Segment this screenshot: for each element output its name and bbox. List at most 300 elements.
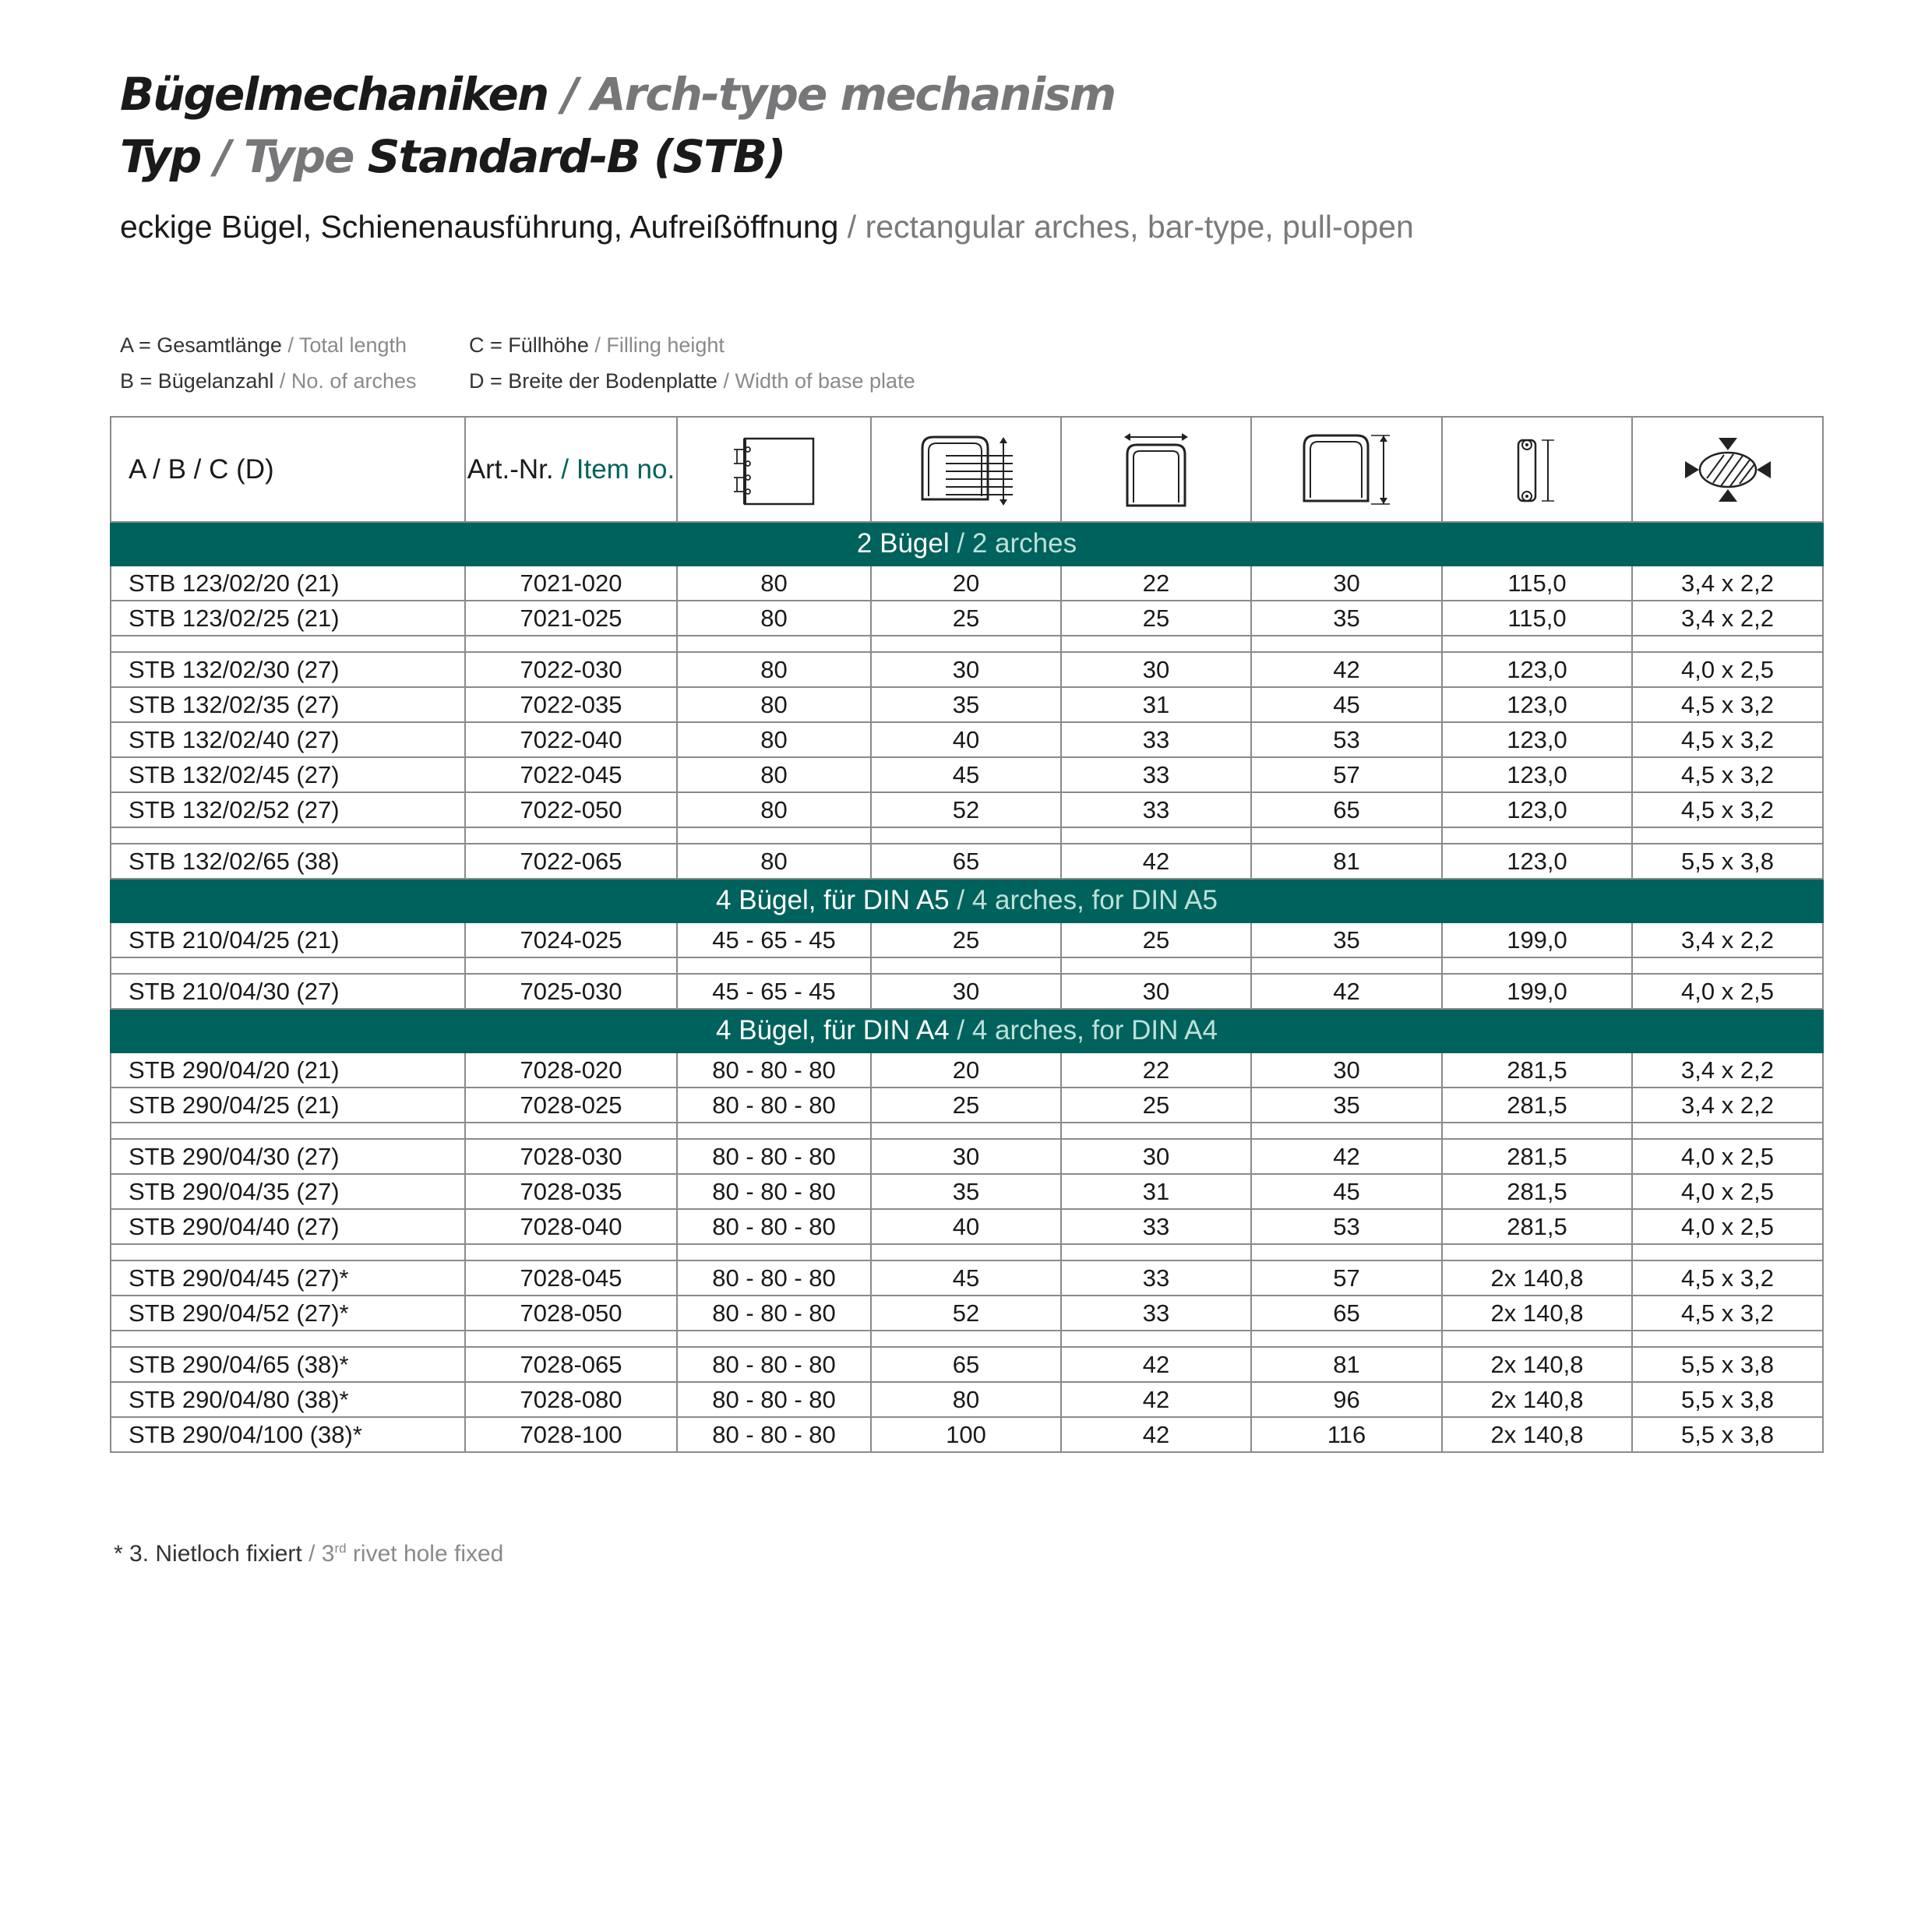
table-spacer-row: [111, 1244, 1823, 1260]
spacer-cell: [871, 636, 1061, 652]
cell-arch-width: 33: [1061, 1296, 1251, 1331]
cell-item-number: 7028-045: [465, 1260, 677, 1296]
cell-ring-capacity: 25: [871, 1088, 1061, 1123]
cell-ring-capacity: 52: [871, 1296, 1061, 1331]
cell-arch-spacing: 80 - 80 - 80: [677, 1347, 871, 1382]
spacer-cell: [1251, 957, 1442, 974]
cell-ring-capacity: 65: [871, 1347, 1061, 1382]
spec-table-wrapper: [110, 416, 1822, 1453]
cell-wire-size: 3,4 x 2,2: [1632, 922, 1823, 957]
cell-wire-size: 5,5 x 3,8: [1632, 1382, 1823, 1417]
arch-height-icon: [1296, 429, 1398, 510]
cell-item-number: 7028-080: [465, 1382, 677, 1417]
header-arch-spacing: [677, 417, 871, 522]
spacer-cell: [871, 827, 1061, 844]
legend-d: [469, 369, 915, 393]
footnote-en: [322, 1541, 504, 1567]
cell-arch-spacing: 80 - 80 - 80: [677, 1296, 871, 1331]
cell-arch-width: 42: [1061, 1417, 1251, 1452]
group-header-row: [111, 1009, 1823, 1052]
cell-arch-height: 45: [1251, 1174, 1442, 1209]
table-row: [111, 1209, 1823, 1244]
spacer-cell: [871, 957, 1061, 974]
type-separator: /: [200, 130, 244, 183]
spacer-cell: [677, 1123, 871, 1139]
title-separator: /: [548, 68, 591, 121]
group-label-en: 2 arches: [971, 528, 1077, 559]
cell-base-plate-length: 2x 140,8: [1442, 1296, 1632, 1331]
cell-arch-height: 35: [1251, 1088, 1442, 1123]
cell-arch-height: 30: [1251, 1052, 1442, 1088]
spacer-cell: [1442, 636, 1632, 652]
cell-wire-size: 5,5 x 3,8: [1632, 1347, 1823, 1382]
table-row: [111, 601, 1823, 636]
ring-capacity-icon: [911, 431, 1021, 509]
table-spacer-row: [111, 957, 1823, 974]
cell-arch-spacing: 80: [677, 687, 871, 722]
description: [120, 209, 1414, 245]
cell-wire-size: 4,5 x 3,2: [1632, 1296, 1823, 1331]
cell-arch-height: 42: [1251, 974, 1442, 1009]
cell-ring-capacity: 80: [871, 1382, 1061, 1417]
table-row: [111, 792, 1823, 827]
cell-wire-size: 4,0 x 2,5: [1632, 1139, 1823, 1174]
spacer-cell: [1632, 1244, 1823, 1260]
page-title: [120, 68, 1116, 121]
cell-arch-width: 33: [1061, 757, 1251, 792]
spacer-cell: [871, 1123, 1061, 1139]
cell-ring-capacity: 25: [871, 922, 1061, 957]
spacer-cell: [1251, 1123, 1442, 1139]
cell-wire-size: 4,5 x 3,2: [1632, 1260, 1823, 1296]
table-row: [111, 1417, 1823, 1452]
cell-arch-height: 81: [1251, 1347, 1442, 1382]
cell-item-number: 7028-020: [465, 1052, 677, 1088]
base-plate-length-icon: [1506, 429, 1568, 510]
header-item-number: [465, 417, 677, 522]
table-row: [111, 922, 1823, 957]
cell-arch-height: 42: [1251, 1139, 1442, 1174]
cell-ring-capacity: 100: [871, 1417, 1061, 1452]
cell-item-number: 7022-045: [465, 757, 677, 792]
spec-table-body: [111, 522, 1823, 1452]
cell-item-number: 7028-065: [465, 1347, 677, 1382]
cell-item-name: STB 290/04/65 (38)*: [111, 1347, 465, 1382]
spacer-cell: [1061, 1244, 1251, 1260]
cell-base-plate-length: 2x 140,8: [1442, 1347, 1632, 1382]
header-wire-cross-section: [1632, 417, 1823, 522]
cell-wire-size: 4,5 x 3,2: [1632, 792, 1823, 827]
wire-cross-section-icon: [1677, 435, 1779, 505]
spacer-cell: [677, 957, 871, 974]
cell-ring-capacity: 35: [871, 687, 1061, 722]
cell-wire-size: 4,0 x 2,5: [1632, 974, 1823, 1009]
header-dimensions: A / B / C (D): [111, 417, 465, 522]
header-arch-width: [1061, 417, 1251, 522]
spacer-cell: [111, 1123, 465, 1139]
description-en: rectangular arches, bar-type, pull-open: [865, 209, 1414, 245]
cell-arch-spacing: 80 - 80 - 80: [677, 1209, 871, 1244]
group-header-row: [111, 879, 1823, 922]
table-spacer-row: [111, 1123, 1823, 1139]
legend-b-en: / No. of arches: [273, 369, 417, 393]
spacer-cell: [465, 957, 677, 974]
cell-item-name: STB 290/04/25 (21): [111, 1088, 465, 1123]
header-ring-capacity: [871, 417, 1061, 522]
spacer-cell: [1632, 827, 1823, 844]
cell-item-name: STB 290/04/30 (27): [111, 1139, 465, 1174]
table-row: [111, 566, 1823, 601]
cell-item-name: STB 290/04/80 (38)*: [111, 1382, 465, 1417]
cell-item-number: 7022-050: [465, 792, 677, 827]
cell-arch-spacing: 80: [677, 792, 871, 827]
cell-arch-width: 22: [1061, 566, 1251, 601]
cell-arch-width: 31: [1061, 1174, 1251, 1209]
footnote-separator: /: [301, 1541, 322, 1567]
cell-item-name: STB 210/04/30 (27): [111, 974, 465, 1009]
cell-arch-height: 35: [1251, 922, 1442, 957]
footnote-en-text: rivet hole fixed: [346, 1541, 504, 1567]
spacer-cell: [111, 636, 465, 652]
table-row: [111, 844, 1823, 879]
cell-base-plate-length: 123,0: [1442, 687, 1632, 722]
cell-arch-spacing: 45 - 65 - 45: [677, 922, 871, 957]
spacer-cell: [677, 827, 871, 844]
legend-d-de: D = Breite der Bodenplatte: [469, 369, 717, 393]
spacer-cell: [1251, 1244, 1442, 1260]
cell-ring-capacity: 40: [871, 722, 1061, 757]
cell-arch-width: 31: [1061, 687, 1251, 722]
table-row: [111, 1052, 1823, 1088]
cell-arch-height: 65: [1251, 792, 1442, 827]
spec-table: [110, 416, 1824, 1453]
cell-item-number: 7022-035: [465, 687, 677, 722]
cell-base-plate-length: 281,5: [1442, 1052, 1632, 1088]
cell-base-plate-length: 2x 140,8: [1442, 1260, 1632, 1296]
spacer-cell: [1632, 1123, 1823, 1139]
legend-b: [120, 369, 417, 393]
header-base-plate-length: [1442, 417, 1632, 522]
spacer-cell: [1061, 1123, 1251, 1139]
cell-arch-height: 65: [1251, 1296, 1442, 1331]
legend-c: [469, 333, 724, 358]
footnote-de: * 3. Nietloch fixiert: [114, 1541, 302, 1567]
cell-arch-width: 25: [1061, 601, 1251, 636]
group-header-row: [111, 522, 1823, 566]
table-row: [111, 722, 1823, 757]
spacer-cell: [1442, 1123, 1632, 1139]
cell-wire-size: 4,5 x 3,2: [1632, 757, 1823, 792]
cell-item-name: STB 123/02/20 (21): [111, 566, 465, 601]
cell-arch-height: 96: [1251, 1382, 1442, 1417]
cell-arch-width: 33: [1061, 722, 1251, 757]
spacer-cell: [1632, 1331, 1823, 1347]
legend-a-de: A = Gesamtlänge: [120, 333, 282, 357]
legend-c-de: C = Füllhöhe: [469, 333, 589, 357]
header-item-number-de: Art.-Nr.: [467, 453, 554, 485]
table-row: [111, 974, 1823, 1009]
spacer-cell: [1442, 1331, 1632, 1347]
cell-item-name: STB 290/04/45 (27)*: [111, 1260, 465, 1296]
cell-ring-capacity: 20: [871, 1052, 1061, 1088]
group-header: [111, 522, 1823, 566]
group-label-separator: /: [949, 1015, 972, 1045]
cell-arch-height: 116: [1251, 1417, 1442, 1452]
spacer-cell: [1442, 827, 1632, 844]
cell-base-plate-length: 115,0: [1442, 566, 1632, 601]
spacer-cell: [1442, 1244, 1632, 1260]
type-label-en: Type: [243, 130, 354, 183]
cell-item-number: 7022-040: [465, 722, 677, 757]
cell-arch-spacing: 80 - 80 - 80: [677, 1174, 871, 1209]
table-row: [111, 757, 1823, 792]
cell-item-name: STB 132/02/65 (38): [111, 844, 465, 879]
cell-item-name: STB 210/04/25 (21): [111, 922, 465, 957]
group-label-en: 4 arches, for DIN A4: [971, 1015, 1218, 1045]
cell-arch-height: 30: [1251, 566, 1442, 601]
cell-base-plate-length: 199,0: [1442, 974, 1632, 1009]
spacer-cell: [1061, 957, 1251, 974]
cell-base-plate-length: 2x 140,8: [1442, 1417, 1632, 1452]
cell-arch-spacing: 80: [677, 601, 871, 636]
table-row: [111, 1174, 1823, 1209]
group-header: [111, 1009, 1823, 1052]
cell-ring-capacity: 25: [871, 601, 1061, 636]
cell-item-name: STB 123/02/25 (21): [111, 601, 465, 636]
cell-base-plate-length: 123,0: [1442, 652, 1632, 687]
cell-wire-size: 3,4 x 2,2: [1632, 1052, 1823, 1088]
cell-item-name: STB 132/02/35 (27): [111, 687, 465, 722]
cell-arch-spacing: 80 - 80 - 80: [677, 1052, 871, 1088]
cell-base-plate-length: 199,0: [1442, 922, 1632, 957]
table-row: [111, 1296, 1823, 1331]
cell-item-number: 7025-030: [465, 974, 677, 1009]
spacer-cell: [1632, 957, 1823, 974]
spacer-cell: [677, 1244, 871, 1260]
cell-base-plate-length: 123,0: [1442, 722, 1632, 757]
cell-ring-capacity: 40: [871, 1209, 1061, 1244]
cell-item-name: STB 132/02/40 (27): [111, 722, 465, 757]
table-row: [111, 1088, 1823, 1123]
cell-arch-height: 35: [1251, 601, 1442, 636]
cell-arch-width: 25: [1061, 1088, 1251, 1123]
footnote: [114, 1541, 503, 1567]
table-spacer-row: [111, 636, 1823, 652]
cell-ring-capacity: 20: [871, 566, 1061, 601]
cell-item-number: 7024-025: [465, 922, 677, 957]
cell-arch-width: 30: [1061, 974, 1251, 1009]
table-row: [111, 652, 1823, 687]
cell-arch-spacing: 80 - 80 - 80: [677, 1260, 871, 1296]
arch-width-icon: [1113, 431, 1199, 509]
cell-item-name: STB 132/02/52 (27): [111, 792, 465, 827]
cell-base-plate-length: 281,5: [1442, 1174, 1632, 1209]
cell-arch-spacing: 80 - 80 - 80: [677, 1139, 871, 1174]
spacer-cell: [871, 1244, 1061, 1260]
cell-ring-capacity: 30: [871, 652, 1061, 687]
cell-arch-spacing: 80: [677, 722, 871, 757]
group-label-separator: /: [949, 528, 972, 559]
cell-arch-height: 53: [1251, 1209, 1442, 1244]
cell-wire-size: 4,5 x 3,2: [1632, 687, 1823, 722]
spacer-cell: [1442, 957, 1632, 974]
spacer-cell: [1251, 1331, 1442, 1347]
cell-arch-height: 45: [1251, 687, 1442, 722]
cell-wire-size: 3,4 x 2,2: [1632, 1088, 1823, 1123]
cell-ring-capacity: 45: [871, 757, 1061, 792]
spacer-cell: [1251, 827, 1442, 844]
spacer-cell: [1061, 1331, 1251, 1347]
cell-item-name: STB 132/02/30 (27): [111, 652, 465, 687]
legend-a: [120, 333, 407, 358]
group-label-de: 4 Bügel, für DIN A4: [716, 1015, 950, 1045]
footnote-en-suffix: rd: [334, 1541, 347, 1556]
cell-arch-width: 33: [1061, 1260, 1251, 1296]
legend-a-en: / Total length: [281, 333, 407, 357]
cell-wire-size: 4,0 x 2,5: [1632, 652, 1823, 687]
footnote-en-ordinal: 3: [321, 1541, 335, 1567]
cell-item-name: STB 290/04/20 (21): [111, 1052, 465, 1088]
legend-b-de: B = Bügelanzahl: [120, 369, 274, 393]
cell-item-number: 7021-020: [465, 566, 677, 601]
spacer-cell: [1061, 636, 1251, 652]
spacer-cell: [1061, 827, 1251, 844]
cell-arch-width: 30: [1061, 1139, 1251, 1174]
cell-base-plate-length: 123,0: [1442, 792, 1632, 827]
cell-ring-capacity: 65: [871, 844, 1061, 879]
cell-wire-size: 5,5 x 3,8: [1632, 1417, 1823, 1452]
cell-item-number: 7021-025: [465, 601, 677, 636]
table-spacer-row: [111, 1331, 1823, 1347]
type-name: Standard-B (STB): [353, 130, 785, 183]
spacer-cell: [465, 1331, 677, 1347]
table-row: [111, 1260, 1823, 1296]
table-row: [111, 1347, 1823, 1382]
cell-item-number: 7022-065: [465, 844, 677, 879]
table-row: [111, 687, 1823, 722]
cell-wire-size: 4,5 x 3,2: [1632, 722, 1823, 757]
cell-arch-spacing: 80: [677, 844, 871, 879]
cell-item-name: STB 290/04/40 (27): [111, 1209, 465, 1244]
table-spacer-row: [111, 827, 1823, 844]
cell-arch-spacing: 80: [677, 652, 871, 687]
cell-arch-height: 57: [1251, 757, 1442, 792]
description-de: eckige Bügel, Schienenausführung, Aufreißöffnung: [120, 209, 839, 245]
cell-arch-width: 33: [1061, 1209, 1251, 1244]
cell-base-plate-length: 281,5: [1442, 1139, 1632, 1174]
title-en: Arch-type mechanism: [591, 68, 1116, 121]
cell-arch-width: 42: [1061, 1382, 1251, 1417]
table-row: [111, 1382, 1823, 1417]
cell-base-plate-length: 123,0: [1442, 757, 1632, 792]
cell-item-name: STB 290/04/52 (27)*: [111, 1296, 465, 1331]
spacer-cell: [111, 827, 465, 844]
legend-d-en: / Width of base plate: [717, 369, 915, 393]
cell-arch-height: 42: [1251, 652, 1442, 687]
group-label-de: 2 Bügel: [856, 528, 950, 559]
cell-arch-spacing: 80 - 80 - 80: [677, 1088, 871, 1123]
cell-arch-spacing: 80: [677, 566, 871, 601]
header-arch-height: [1251, 417, 1442, 522]
cell-item-number: 7028-050: [465, 1296, 677, 1331]
cell-base-plate-length: 115,0: [1442, 601, 1632, 636]
cell-arch-width: 22: [1061, 1052, 1251, 1088]
table-header-row: [111, 417, 1823, 522]
cell-wire-size: 3,4 x 2,2: [1632, 566, 1823, 601]
spacer-cell: [465, 1244, 677, 1260]
spacer-cell: [871, 1331, 1061, 1347]
cell-item-name: STB 132/02/45 (27): [111, 757, 465, 792]
cell-ring-capacity: 45: [871, 1260, 1061, 1296]
spacer-cell: [465, 827, 677, 844]
cell-arch-width: 42: [1061, 844, 1251, 879]
cell-ring-capacity: 35: [871, 1174, 1061, 1209]
cell-arch-width: 25: [1061, 922, 1251, 957]
cell-item-number: 7028-030: [465, 1139, 677, 1174]
cell-item-number: 7028-025: [465, 1088, 677, 1123]
cell-arch-spacing: 80 - 80 - 80: [677, 1382, 871, 1417]
arch-spacing-icon: [728, 431, 821, 509]
cell-item-name: STB 290/04/35 (27): [111, 1174, 465, 1209]
description-separator: /: [838, 209, 866, 245]
cell-base-plate-length: 123,0: [1442, 844, 1632, 879]
cell-arch-width: 33: [1061, 792, 1251, 827]
cell-arch-height: 81: [1251, 844, 1442, 879]
cell-arch-spacing: 80: [677, 757, 871, 792]
type-label-de: Typ: [120, 130, 201, 183]
cell-ring-capacity: 30: [871, 974, 1061, 1009]
spacer-cell: [1251, 636, 1442, 652]
spacer-cell: [111, 1331, 465, 1347]
group-label-de: 4 Bügel, für DIN A5: [716, 885, 950, 915]
cell-wire-size: 3,4 x 2,2: [1632, 601, 1823, 636]
table-row: [111, 1139, 1823, 1174]
cell-item-number: 7022-030: [465, 652, 677, 687]
spacer-cell: [465, 636, 677, 652]
spacer-cell: [677, 1331, 871, 1347]
group-header: [111, 879, 1823, 922]
cell-wire-size: 4,0 x 2,5: [1632, 1209, 1823, 1244]
cell-base-plate-length: 2x 140,8: [1442, 1382, 1632, 1417]
cell-ring-capacity: 52: [871, 792, 1061, 827]
cell-wire-size: 4,0 x 2,5: [1632, 1174, 1823, 1209]
legend-c-en: / Filling height: [588, 333, 724, 357]
cell-arch-width: 42: [1061, 1347, 1251, 1382]
cell-arch-spacing: 80 - 80 - 80: [677, 1417, 871, 1452]
title-de: Bügelmechaniken: [120, 68, 548, 121]
spacer-cell: [111, 1244, 465, 1260]
cell-base-plate-length: 281,5: [1442, 1088, 1632, 1123]
cell-item-name: STB 290/04/100 (38)*: [111, 1417, 465, 1452]
cell-ring-capacity: 30: [871, 1139, 1061, 1174]
cell-wire-size: 5,5 x 3,8: [1632, 844, 1823, 879]
page-subtitle-type: [120, 130, 785, 183]
spacer-cell: [465, 1123, 677, 1139]
cell-item-number: 7028-040: [465, 1209, 677, 1244]
cell-arch-width: 30: [1061, 652, 1251, 687]
spacer-cell: [111, 957, 465, 974]
header-item-number-en: / Item no.: [553, 453, 675, 485]
group-label-separator: /: [949, 885, 972, 915]
group-label-en: 4 arches, for DIN A5: [971, 885, 1218, 915]
cell-base-plate-length: 281,5: [1442, 1209, 1632, 1244]
spacer-cell: [677, 636, 871, 652]
cell-arch-height: 57: [1251, 1260, 1442, 1296]
cell-arch-spacing: 45 - 65 - 45: [677, 974, 871, 1009]
cell-item-number: 7028-100: [465, 1417, 677, 1452]
cell-arch-height: 53: [1251, 722, 1442, 757]
cell-item-number: 7028-035: [465, 1174, 677, 1209]
